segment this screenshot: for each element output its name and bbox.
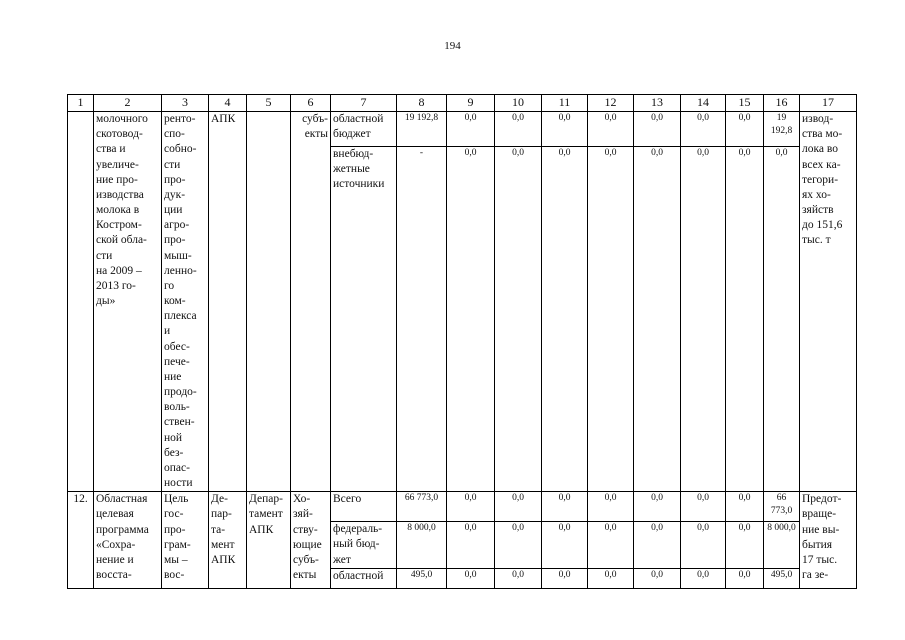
value-col12: 0,0 <box>588 568 634 588</box>
value-col9: 0,0 <box>447 522 495 569</box>
value-col13: 0,0 <box>634 568 681 588</box>
text-line: ленно- <box>164 264 197 277</box>
header-row <box>68 95 857 112</box>
value-col13: 0,0 <box>634 112 681 147</box>
text-line: и <box>164 325 171 338</box>
value-col11: 0,0 <box>542 112 588 147</box>
text-line: пар- <box>211 508 232 521</box>
text-line: бытия <box>802 538 833 551</box>
text-line: про- <box>164 234 186 247</box>
block2-col4 <box>209 492 247 589</box>
block1-col17 <box>800 112 857 492</box>
value-col16 <box>764 146 800 492</box>
block2-col2 <box>94 492 162 589</box>
text-line: жет <box>333 553 351 566</box>
value-col12: 0,0 <box>588 522 634 569</box>
value-col15: 0,0 <box>726 112 764 147</box>
text-line: ской обла- <box>96 234 147 247</box>
column-header-8: 8 <box>397 95 447 112</box>
source-cell <box>331 492 397 522</box>
table-row <box>68 112 857 147</box>
source-cell <box>331 146 397 492</box>
text-line: го <box>164 279 175 292</box>
text-line: сти <box>96 249 113 262</box>
text-line: про- <box>164 173 186 186</box>
text-line: Депар- <box>249 493 283 506</box>
value-col15: 0,0 <box>726 492 764 522</box>
text-line: увеличе- <box>96 158 139 171</box>
text-line: молока в <box>96 204 140 217</box>
text-line: жетные <box>333 162 370 175</box>
text-line: Предот- <box>802 493 842 506</box>
value-col9: 0,0 <box>447 146 495 492</box>
text-line: обес- <box>164 340 190 353</box>
budget-table <box>67 94 857 589</box>
text-line: лока во <box>802 143 838 156</box>
value-col14: 0,0 <box>681 568 726 588</box>
text-line: вос- <box>164 569 185 582</box>
text-line: агро- <box>164 219 190 232</box>
value-col15: 0,0 <box>726 522 764 569</box>
text-line: молочного <box>96 113 148 125</box>
value-col10: 0,0 <box>495 146 542 492</box>
text-line: мент <box>211 538 235 551</box>
text-line: АПК <box>211 553 236 566</box>
text-line: 8 000,0 <box>767 523 796 534</box>
text-line: ющие <box>293 538 322 551</box>
text-line: восста- <box>96 569 132 582</box>
value-col12: 0,0 <box>588 492 634 522</box>
text-line: продо- <box>164 386 197 399</box>
value-col11: 0,0 <box>542 568 588 588</box>
value-col9: 0,0 <box>447 112 495 147</box>
block1-col3 <box>162 112 209 492</box>
text-line: ние про- <box>96 173 138 186</box>
text-line: тегори- <box>802 173 839 186</box>
text-line: бюджет <box>333 128 371 141</box>
column-header-11: 11 <box>542 95 588 112</box>
block1-col5 <box>247 112 291 492</box>
value-col8: - <box>397 146 447 492</box>
text-line: пече- <box>164 355 190 368</box>
source-cell <box>331 568 397 588</box>
column-header-3: 3 <box>162 95 209 112</box>
table-row <box>68 492 857 522</box>
text-line: до 151,6 <box>802 219 843 232</box>
text-line: нение и <box>96 553 134 566</box>
column-header-5: 5 <box>247 95 291 112</box>
value-col12: 0,0 <box>588 146 634 492</box>
value-col16 <box>764 522 800 569</box>
value-col16 <box>764 492 800 522</box>
source-cell <box>331 522 397 569</box>
text-line: субъ- <box>293 553 319 566</box>
text-line: Хо- <box>293 493 311 506</box>
text-line: ды» <box>96 295 116 308</box>
text-line: федераль- <box>333 523 383 536</box>
block2-col17 <box>800 492 857 589</box>
text-line: Всего <box>333 493 362 506</box>
column-header-15: 15 <box>726 95 764 112</box>
value-col14: 0,0 <box>681 146 726 492</box>
text-line: воль- <box>164 401 190 414</box>
text-line: мыш- <box>164 249 192 262</box>
value-col15: 0,0 <box>726 146 764 492</box>
text-line: ние <box>164 370 182 383</box>
column-header-12: 12 <box>588 95 634 112</box>
text-line: на 2009 – <box>96 264 142 277</box>
value-col9: 0,0 <box>447 492 495 522</box>
block1-col2 <box>94 112 162 492</box>
text-line: «Сохра- <box>96 538 136 551</box>
value-col13: 0,0 <box>634 492 681 522</box>
text-line: сти <box>164 158 181 171</box>
text-line: 19 <box>776 113 787 123</box>
text-line: дук- <box>164 188 186 201</box>
text-line: екты <box>304 128 328 141</box>
value-col13: 0,0 <box>634 522 681 569</box>
value-col11: 0,0 <box>542 492 588 522</box>
column-header-6: 6 <box>291 95 331 112</box>
text-line: плекса <box>164 310 197 323</box>
text-line: про- <box>164 523 186 536</box>
text-line: тамент <box>249 508 283 521</box>
column-header-10: 10 <box>495 95 542 112</box>
text-line: опас- <box>164 461 190 474</box>
text-line: изводства <box>96 188 144 201</box>
text-line: ренто- <box>164 113 196 125</box>
page-number: 194 <box>444 40 461 52</box>
text-line: грам- <box>164 538 191 551</box>
text-line: ком- <box>164 295 186 308</box>
text-line: га зе- <box>802 569 829 582</box>
column-header-17: 17 <box>800 95 857 112</box>
value-col16 <box>764 112 800 147</box>
text-line: извод- <box>802 113 834 125</box>
text-line: 2013 го- <box>96 279 136 292</box>
text-line: ству- <box>293 523 318 536</box>
text-line: мы – <box>164 553 188 566</box>
text-line: скотовод- <box>96 128 143 141</box>
text-line: АПК <box>211 113 236 125</box>
text-line: ной <box>164 431 183 444</box>
text-line: 17 тыс. <box>802 553 838 566</box>
block2-col6 <box>291 492 331 589</box>
text-line: областной <box>333 569 384 582</box>
value-col11: 0,0 <box>542 146 588 492</box>
text-line: та- <box>211 523 226 536</box>
text-line: тыс. т <box>802 234 831 247</box>
value-col13: 0,0 <box>634 146 681 492</box>
value-col14: 0,0 <box>681 492 726 522</box>
column-header-4: 4 <box>209 95 247 112</box>
value-col10: 0,0 <box>495 568 542 588</box>
column-header-9: 9 <box>447 95 495 112</box>
text-line: 773,0 <box>770 505 793 516</box>
text-line: ние вы- <box>802 523 840 536</box>
value-col10: 0,0 <box>495 492 542 522</box>
text-line: спо- <box>164 128 185 141</box>
value-col12: 0,0 <box>588 112 634 147</box>
text-line: ции <box>164 204 183 217</box>
value-col9: 0,0 <box>447 568 495 588</box>
block1-col1 <box>68 112 94 492</box>
value-col11: 0,0 <box>542 522 588 569</box>
block2-col5 <box>247 492 291 589</box>
text-line: источники <box>333 178 385 191</box>
text-line: зяй- <box>293 508 313 521</box>
text-line: 192,8 <box>770 125 793 136</box>
text-line: 66 <box>776 493 787 504</box>
value-col8: 495,0 <box>397 568 447 588</box>
column-header-14: 14 <box>681 95 726 112</box>
text-line: гос- <box>164 508 184 521</box>
value-col14: 0,0 <box>681 112 726 147</box>
value-col10: 0,0 <box>495 522 542 569</box>
text-line: 0,0 <box>775 147 788 158</box>
text-line: собно- <box>164 143 197 156</box>
text-line: 495,0 <box>770 569 793 580</box>
column-header-1: 1 <box>68 95 94 112</box>
text-line: внебюд- <box>333 147 374 160</box>
column-header-16: 16 <box>764 95 800 112</box>
text-line: ный бюд- <box>333 538 380 551</box>
text-line: екты <box>293 569 317 582</box>
value-col8: 8 000,0 <box>397 522 447 569</box>
block2-col1: 12. <box>68 492 94 589</box>
text-line: Областная <box>96 493 148 506</box>
text-line: всех ка- <box>802 158 841 171</box>
text-line: зяйств <box>802 204 834 217</box>
value-col15: 0,0 <box>726 568 764 588</box>
text-line: ства и <box>96 143 126 156</box>
block1-col4 <box>209 112 247 492</box>
value-col8: 66 773,0 <box>397 492 447 522</box>
value-col16 <box>764 568 800 588</box>
text-line: Цель <box>164 493 189 506</box>
value-col10: 0,0 <box>495 112 542 147</box>
text-line: ствен- <box>164 416 195 429</box>
block2-col3 <box>162 492 209 589</box>
text-line: ях хо- <box>802 188 831 201</box>
column-header-2: 2 <box>94 95 162 112</box>
text-line: враще- <box>802 508 837 521</box>
block1-col6 <box>291 112 331 492</box>
text-line: АПК <box>249 523 274 536</box>
text-line: целевая <box>96 508 134 521</box>
text-line: областной <box>333 113 384 125</box>
column-header-13: 13 <box>634 95 681 112</box>
text-line: ности <box>164 477 193 490</box>
text-line: программа <box>96 523 149 536</box>
text-line: Костром- <box>96 219 142 232</box>
text-line: без- <box>164 446 184 459</box>
value-col14: 0,0 <box>681 522 726 569</box>
text-line: ства мо- <box>802 128 843 141</box>
text-line: субъ- <box>302 113 328 125</box>
column-header-7: 7 <box>331 95 397 112</box>
source-cell <box>331 112 397 147</box>
text-line: Де- <box>211 493 228 506</box>
value-col8: 19 192,8 <box>397 112 447 147</box>
